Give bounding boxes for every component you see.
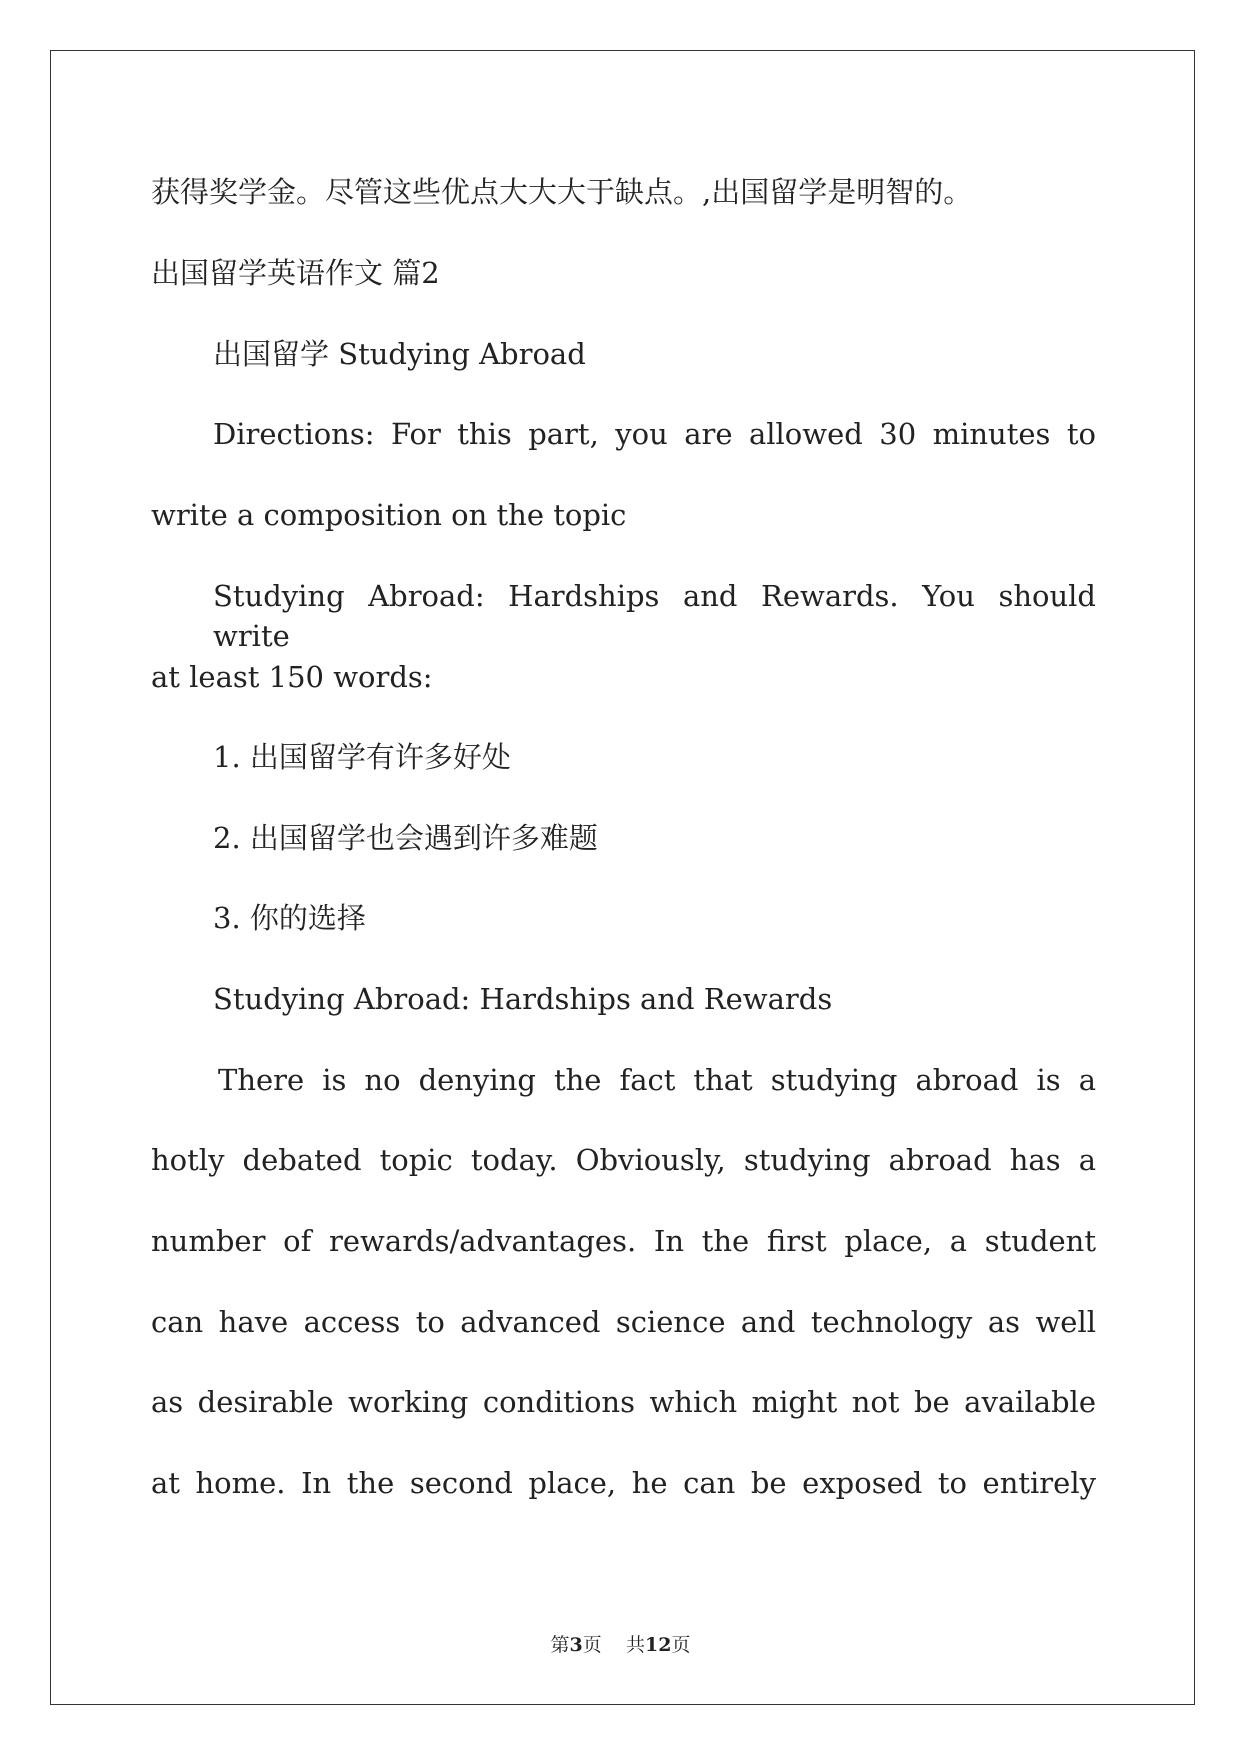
outline-item: 2. 出国留学也会遇到许多难题 bbox=[213, 821, 598, 855]
paragraph-line: number of rewards/advantages. In the first place, a student bbox=[151, 1224, 1096, 1258]
page-border bbox=[50, 50, 1195, 1705]
paragraph-line: at home. In the second place, he can be exposed to entirely bbox=[151, 1466, 1096, 1500]
paragraph-line: There is no denying the fact that studying abroad is a bbox=[218, 1063, 1096, 1097]
paragraph-line: hotly debated topic today. Obviously, studying abroad has a bbox=[151, 1143, 1096, 1177]
total-prefix: 共 bbox=[625, 1634, 645, 1656]
paragraph-line: as desirable working conditions which might not be available bbox=[151, 1385, 1096, 1419]
outline-item: 3. 你的选择 bbox=[213, 901, 366, 935]
paragraph-line: can have access to advanced science and technology as well bbox=[151, 1305, 1096, 1339]
paragraph-line: at least 150 words: bbox=[151, 660, 433, 694]
paragraph-line: Directions: For this part, you are allowed 30 minutes to bbox=[213, 417, 1096, 451]
outline-item: 1. 出国留学有许多好处 bbox=[213, 740, 511, 774]
essay-subtitle: Studying Abroad: Hardships and Rewards bbox=[213, 982, 833, 1016]
page-number: 3 bbox=[569, 1634, 583, 1656]
section-heading: 出国留学英语作文 篇2 bbox=[151, 256, 440, 290]
paragraph-line: 获得奖学金。尽管这些优点大大大于缺点。,出国留学是明智的。 bbox=[151, 175, 973, 209]
page-unit: 页 bbox=[582, 1634, 602, 1656]
paragraph-line: Studying Abroad: Hardships and Rewards. You should write bbox=[213, 579, 1096, 653]
essay-title: 出国留学 Studying Abroad bbox=[213, 337, 586, 371]
total-unit: 页 bbox=[671, 1634, 691, 1656]
page-prefix: 第 bbox=[550, 1634, 570, 1656]
paragraph-line: write a composition on the topic bbox=[151, 498, 627, 532]
page-footer bbox=[0, 1632, 1241, 1658]
total-pages: 12 bbox=[644, 1634, 672, 1656]
